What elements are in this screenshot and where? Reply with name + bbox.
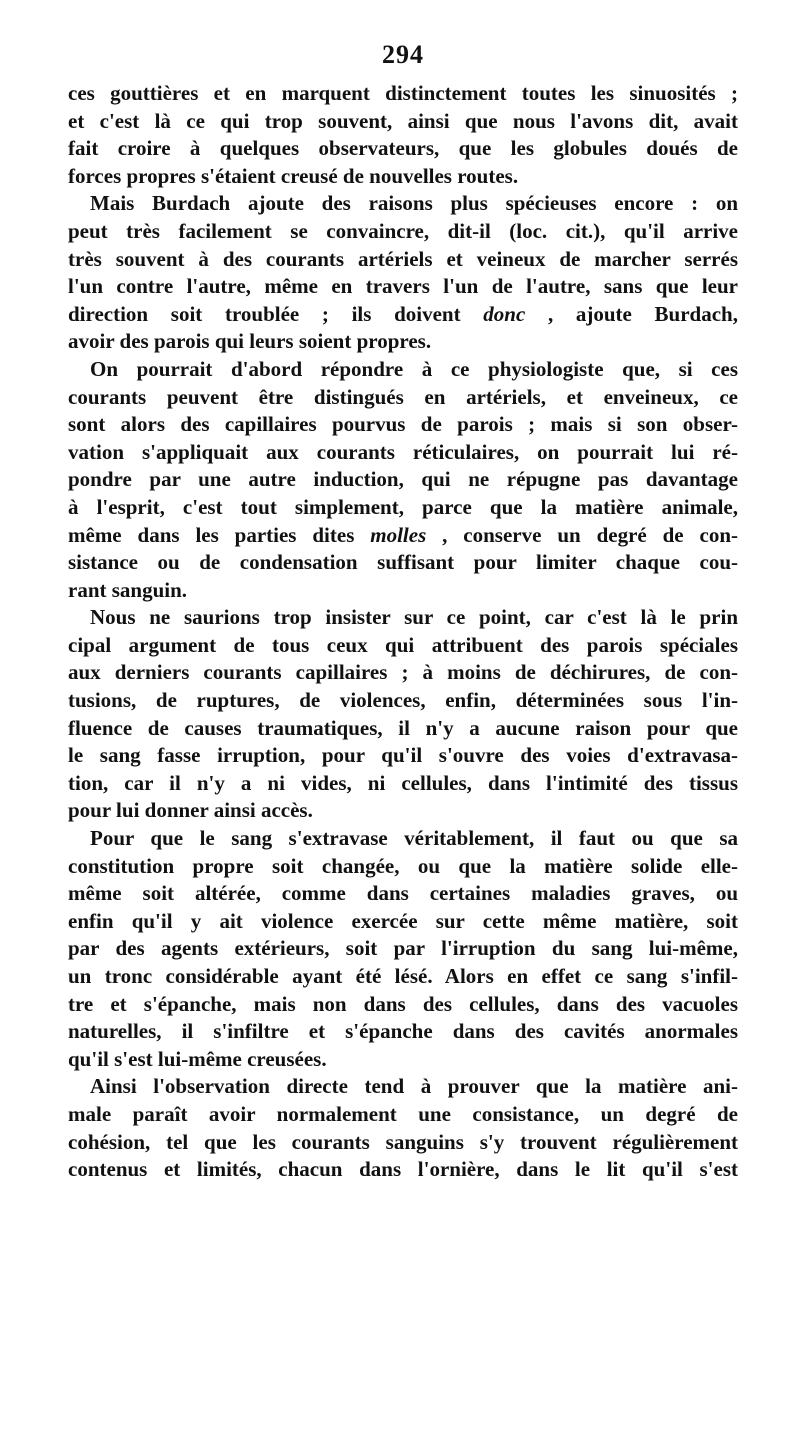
text-line: sont alors des capillaires pourvus de parois ; mais si son obser- (68, 412, 738, 437)
text-line: l'un contre l'autre, même en travers l'un de l'autre, sans que leur (68, 274, 738, 299)
text-line: On pourrait d'abord répondre à ce physiologiste que, si ces (90, 356, 738, 381)
text-line: tusions, de ruptures, de violences, enfin, déterminées sous l'in- (68, 688, 738, 713)
text-line: à l'esprit, c'est tout simplement, parce que la matière animale, (68, 494, 738, 519)
page-number: 294 (382, 40, 424, 69)
text-line: fluence de causes traumatiques, il n'y a aucune raison pour que (68, 715, 738, 740)
text-line: tion, car il n'y a ni vides, ni cellules, dans l'intimité des tissus (68, 770, 738, 795)
text-line: le sang fasse irruption, pour qu'il s'ouvre des voies d'extravasa- (68, 743, 738, 768)
text-line: aux derniers courants capillaires ; à moins de déchirures, de con- (68, 660, 738, 685)
text-line: Pour que le sang s'extravase véritablement, il faut ou que sa (90, 826, 738, 851)
text-line: cohésion, tel que les courants sanguins s'y trouvent régulièrement (68, 1129, 738, 1154)
text-line: enfin qu'il y ait violence exercée sur cette même matière, soit (68, 908, 738, 933)
text-line: même dans les parties dites molles , conserve un degré de con- (68, 522, 738, 547)
text-body (68, 80, 738, 1184)
text-line: contenus et limités, chacun dans l'ornière, dans le lit qu'il s'est (68, 1157, 738, 1182)
text-line: un tronc considérable ayant été lésé. Alors en effet ce sang s'infil- (68, 964, 738, 988)
text-line: Ainsi l'observation directe tend à prouver que la matière ani- (90, 1074, 738, 1099)
text-line: forces propres s'étaient creusé de nouvelles routes. (68, 163, 519, 188)
text-line: sistance ou de condensation suffisant pour limiter chaque cou- (68, 550, 738, 575)
text-line: qu'il s'est lui-même creusées. (68, 1046, 327, 1071)
text-line: cipal argument de tous ceux qui attribuent des parois spéciales (68, 632, 738, 657)
text-line: avoir des parois qui leurs soient propres. (68, 329, 432, 354)
text-line: male paraît avoir normalement une consistance, un degré de (68, 1101, 738, 1126)
text-line: Nous ne saurions trop insister sur ce point, car c'est là le prin (90, 605, 738, 630)
text-line: même soit altérée, comme dans certaines maladies graves, ou (68, 881, 738, 906)
text-line: naturelles, il s'infiltre et s'épanche dans des cavités anormales (68, 1019, 738, 1044)
text-line: peut très facilement se convaincre, dit-il (loc. cit.), qu'il arrive (68, 218, 738, 243)
text-line: direction soit troublée ; ils doivent donc , ajoute Burdach, (68, 301, 738, 326)
text-line: Mais Burdach ajoute des raisons plus spécieuses encore : on (90, 191, 738, 216)
text-line: par des agents extérieurs, soit par l'irruption du sang lui-même, (68, 936, 738, 961)
text-line: pondre par une autre induction, qui ne répugne pas davantage (68, 467, 738, 492)
text-line: pour lui donner ainsi accès. (68, 798, 313, 823)
text-line: rant sanguin. (68, 577, 188, 602)
text-line: vation s'appliquait aux courants réticulaires, on pourrait lui ré- (68, 439, 738, 464)
text-line: et c'est là ce qui trop souvent, ainsi que nous l'avons dit, avait (68, 108, 738, 133)
text-line: courants peuvent être distingués en artériels, et enveineux, ce (68, 384, 738, 409)
text-line: très souvent à des courants artériels et veineux de marcher serrés (68, 246, 738, 271)
text-line: tre et s'épanche, mais non dans des cellules, dans des vacuoles (68, 991, 738, 1016)
book-page (68, 30, 738, 1184)
text-line: ces gouttières et en marquent distinctement toutes les sinuosités ; (68, 81, 738, 105)
text-line: constitution propre soit changée, ou que la matière solide elle- (68, 853, 738, 878)
italic-word: molles (370, 522, 427, 547)
italic-word: donc (483, 301, 526, 326)
text-line: fait croire à quelques observateurs, que les globules doués de (68, 136, 738, 161)
